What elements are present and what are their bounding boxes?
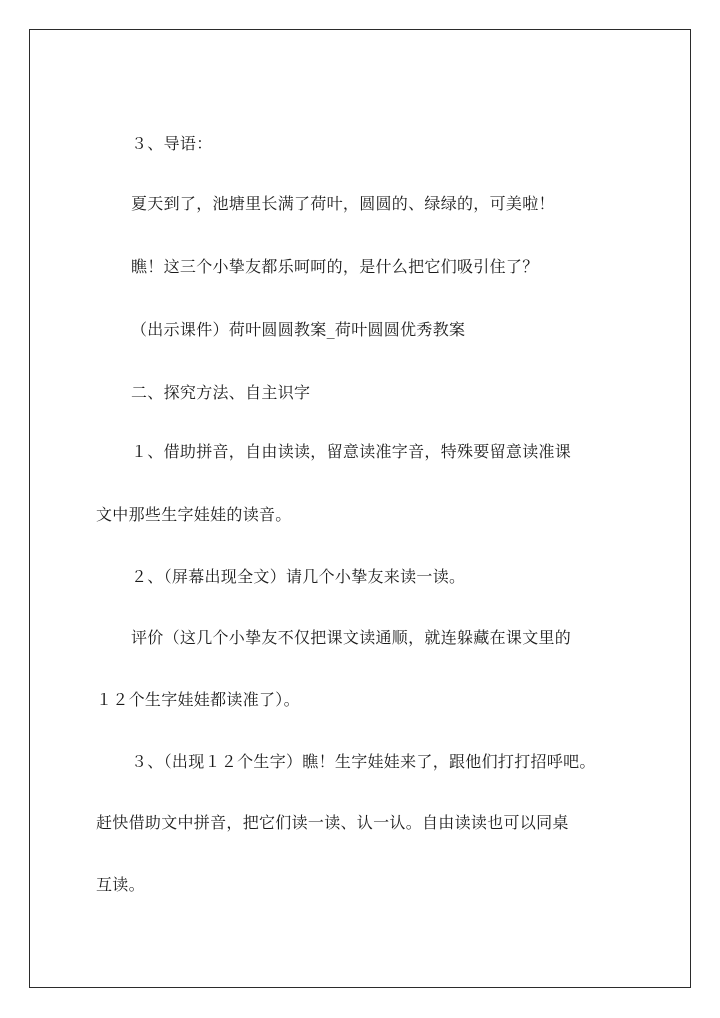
paragraph-step-3-line-1: ３、（出现１２个生字）瞧！生字娃娃来了，跟他们打打招呼吧。 (131, 752, 596, 771)
heading-guide: ３、导语： (131, 134, 213, 153)
paragraph-evaluation-line-2: １２个生字娃娃都读准了）。 (96, 690, 300, 709)
paragraph-step-2: ２、（屏幕出现全文）请几个小挚友来读一读。 (131, 567, 466, 586)
paragraph-step-1-line-2: 文中那些生字娃娃的读音。 (96, 505, 292, 524)
section-heading-explore: 二、探究方法、自主识字 (131, 383, 311, 402)
paragraph-step-3-line-2: 赶快借助文中拼音，把它们读一读、认一认。自由读读也可以同桌 (96, 813, 569, 832)
paragraph-summer: 夏天到了，池塘里长满了荷叶，圆圆的、绿绿的，可美啦！ (131, 194, 555, 213)
paragraph-look: 瞧！这三个小挚友都乐呵呵的，是什么把它们吸引住了？ (131, 257, 539, 276)
paragraph-courseware: （出示课件）荷叶圆圆教案_荷叶圆圆优秀教案 (131, 320, 466, 339)
paragraph-step-3-line-3: 互读。 (96, 875, 145, 894)
paragraph-step-1-line-1: １、借助拼音，自由读读，留意读准字音，特殊要留意读准课 (131, 442, 572, 461)
paragraph-evaluation-line-1: 评价（这几个小挚友不仅把课文读通顺，就连躲藏在课文里的 (131, 628, 572, 647)
